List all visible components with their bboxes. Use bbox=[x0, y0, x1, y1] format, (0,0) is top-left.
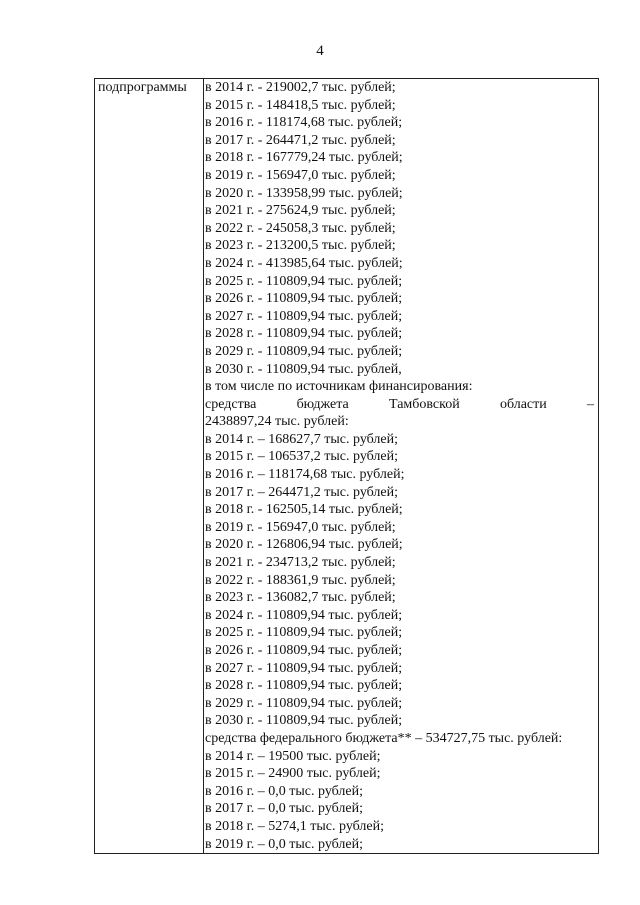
funding-line: в 2030 г. - 110809,94 тыс. рублей; bbox=[205, 713, 403, 729]
funding-line: в 2018 г. – 5274,1 тыс. рублей; bbox=[205, 818, 384, 834]
funding-line: в 2019 г. - 156947,0 тыс. рублей; bbox=[205, 519, 396, 535]
funding-line: в 2025 г. - 110809,94 тыс. рублей; bbox=[205, 273, 403, 289]
funding-line: в 2027 г. - 110809,94 тыс. рублей; bbox=[205, 660, 403, 676]
funding-line: в 2015 г. – 106537,2 тыс. рублей; bbox=[205, 449, 398, 465]
funding-line: в 2016 г. - 118174,68 тыс. рублей; bbox=[205, 115, 403, 131]
funding-details bbox=[205, 79, 594, 853]
funding-line: в 2024 г. - 110809,94 тыс. рублей; bbox=[205, 607, 403, 623]
funding-line: в 2020 г. - 133958,99 тыс. рублей; bbox=[205, 185, 403, 201]
funding-line: в 2024 г. - 413985,64 тыс. рублей; bbox=[205, 255, 403, 271]
funding-line: в 2023 г. - 213200,5 тыс. рублей; bbox=[205, 238, 396, 254]
funding-line: в 2017 г. – 264471,2 тыс. рублей; bbox=[205, 484, 398, 500]
funding-line: в 2018 г. - 162505,14 тыс. рублей; bbox=[205, 502, 403, 518]
regional-budget-total: 2438897,24 тыс. рублей: bbox=[205, 414, 349, 430]
funding-line: в 2023 г. - 136082,7 тыс. рублей; bbox=[205, 590, 396, 606]
funding-line: в 2017 г. - 264471,2 тыс. рублей; bbox=[205, 132, 396, 148]
funding-line: в 2028 г. - 110809,94 тыс. рублей; bbox=[205, 678, 403, 694]
regional-funding-by-year bbox=[205, 431, 594, 730]
funding-line: в 2030 г. - 110809,94 тыс. рублей, bbox=[205, 361, 402, 377]
funding-line: в 2020 г. - 126806,94 тыс. рублей; bbox=[205, 537, 403, 553]
regional-word: Тамбовской bbox=[388, 396, 460, 412]
regional-budget-heading bbox=[205, 396, 594, 414]
funding-line: в 2028 г. - 110809,94 тыс. рублей; bbox=[205, 326, 403, 342]
funding-line: в том числе по источникам финансирования: bbox=[205, 379, 473, 395]
column-divider bbox=[203, 79, 204, 853]
funding-line: в 2021 г. - 234713,2 тыс. рублей; bbox=[205, 555, 396, 571]
regional-word: бюджета bbox=[296, 396, 349, 412]
funding-line: в 2014 г. – 168627,7 тыс. рублей; bbox=[205, 431, 398, 447]
regional-word: средства bbox=[205, 396, 257, 412]
federal-funding-by-year bbox=[205, 748, 594, 854]
funding-line: в 2019 г. - 156947,0 тыс. рублей; bbox=[205, 167, 396, 183]
funding-table bbox=[94, 78, 599, 854]
funding-line: в 2029 г. - 110809,94 тыс. рублей; bbox=[205, 695, 403, 711]
regional-word: – bbox=[586, 396, 594, 412]
funding-line: в 2026 г. - 110809,94 тыс. рублей; bbox=[205, 291, 403, 307]
funding-line: в 2018 г. - 167779,24 тыс. рублей; bbox=[205, 150, 403, 166]
total-funding-by-year bbox=[205, 79, 594, 396]
funding-line: в 2021 г. - 275624,9 тыс. рублей; bbox=[205, 203, 396, 219]
regional-word: области bbox=[499, 396, 547, 412]
funding-line: в 2022 г. - 245058,3 тыс. рублей; bbox=[205, 220, 396, 236]
funding-line: в 2022 г. - 188361,9 тыс. рублей; bbox=[205, 572, 396, 588]
funding-line: в 2026 г. - 110809,94 тыс. рублей; bbox=[205, 643, 403, 658]
funding-line: в 2027 г. - 110809,94 тыс. рублей; bbox=[205, 308, 403, 324]
funding-line: в 2029 г. - 110809,94 тыс. рублей; bbox=[205, 343, 403, 359]
funding-line: в 2014 г. - 219002,7 тыс. рублей; bbox=[205, 80, 396, 95]
funding-line: в 2017 г. – 0,0 тыс. рублей; bbox=[205, 801, 363, 817]
federal-budget-heading: средства федерального бюджета** – 534727,75 тыс. рублей: bbox=[205, 730, 563, 746]
page-number: 4 bbox=[316, 43, 324, 59]
funding-line: в 2016 г. – 0,0 тыс. рублей; bbox=[205, 783, 363, 799]
funding-line: в 2025 г. - 110809,94 тыс. рублей; bbox=[205, 625, 403, 641]
funding-line: в 2016 г. – 118174,68 тыс. рублей; bbox=[205, 467, 405, 483]
funding-line: в 2015 г. – 24900 тыс. рублей; bbox=[205, 766, 381, 782]
funding-line: в 2015 г. - 148418,5 тыс. рублей; bbox=[205, 97, 396, 113]
funding-line: в 2014 г. – 19500 тыс. рублей; bbox=[205, 748, 381, 764]
row-label: подпрограммы bbox=[98, 80, 187, 95]
funding-line: в 2019 г. – 0,0 тыс. рублей; bbox=[205, 836, 363, 852]
